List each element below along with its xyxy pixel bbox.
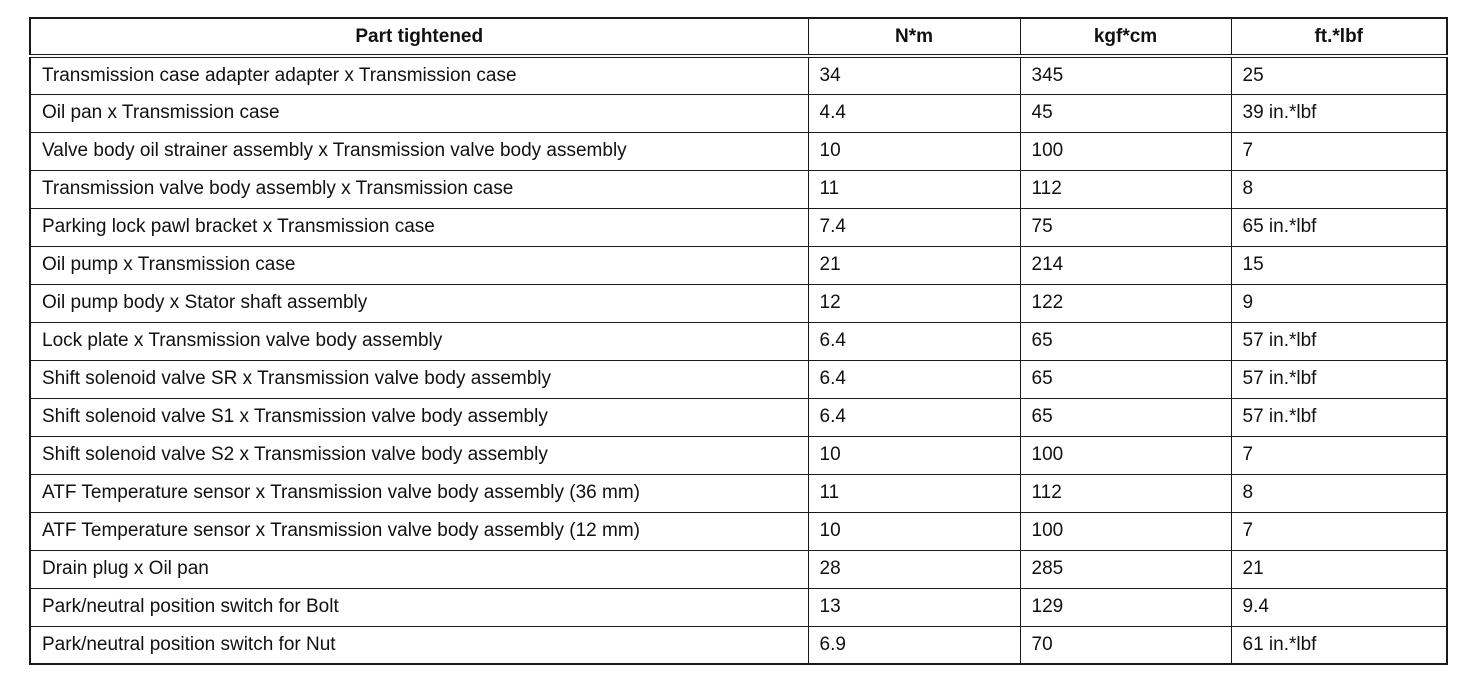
cell-kgf: 122 (1020, 284, 1231, 322)
cell-kgf: 100 (1020, 132, 1231, 170)
cell-nm: 10 (808, 512, 1020, 550)
table-row (30, 170, 1447, 208)
cell-nm: 12 (808, 284, 1020, 322)
cell-kgf: 345 (1020, 56, 1231, 94)
cell-kgf: 70 (1020, 626, 1231, 664)
table-row (30, 56, 1447, 94)
cell-nm: 10 (808, 132, 1020, 170)
cell-nm: 6.4 (808, 360, 1020, 398)
cell-ft: 9 (1231, 284, 1447, 322)
table-row (30, 398, 1447, 436)
cell-ft: 9.4 (1231, 588, 1447, 626)
column-header-kgf: kgf*cm (1020, 18, 1231, 56)
column-header-part: Part tightened (30, 18, 808, 56)
cell-ft: 61 in.*lbf (1231, 626, 1447, 664)
cell-ft: 15 (1231, 246, 1447, 284)
column-header-nm: N*m (808, 18, 1020, 56)
cell-kgf: 100 (1020, 512, 1231, 550)
cell-ft: 7 (1231, 512, 1447, 550)
cell-kgf: 129 (1020, 588, 1231, 626)
cell-kgf: 112 (1020, 474, 1231, 512)
cell-kgf: 112 (1020, 170, 1231, 208)
cell-nm: 11 (808, 474, 1020, 512)
table-row (30, 588, 1447, 626)
cell-ft: 7 (1231, 132, 1447, 170)
table-row (30, 474, 1447, 512)
table-row (30, 94, 1447, 132)
table-row (30, 132, 1447, 170)
cell-ft: 7 (1231, 436, 1447, 474)
cell-part: Oil pump body x Stator shaft assembly (30, 284, 808, 322)
table-row (30, 626, 1447, 664)
table-row (30, 208, 1447, 246)
cell-part: Drain plug x Oil pan (30, 550, 808, 588)
cell-nm: 28 (808, 550, 1020, 588)
cell-ft: 8 (1231, 170, 1447, 208)
table-row (30, 360, 1447, 398)
cell-part: Park/neutral position switch for Bolt (30, 588, 808, 626)
cell-part: Oil pan x Transmission case (30, 94, 808, 132)
table-row (30, 322, 1447, 360)
cell-part: ATF Temperature sensor x Transmission valve body assembly (12 mm) (30, 512, 808, 550)
cell-ft: 57 in.*lbf (1231, 360, 1447, 398)
cell-nm: 4.4 (808, 94, 1020, 132)
cell-ft: 65 in.*lbf (1231, 208, 1447, 246)
cell-part: Transmission case adapter adapter x Transmission case (30, 56, 808, 94)
table-row (30, 284, 1447, 322)
cell-part: Parking lock pawl bracket x Transmission case (30, 208, 808, 246)
cell-ft: 57 in.*lbf (1231, 322, 1447, 360)
cell-kgf: 45 (1020, 94, 1231, 132)
table-body (30, 56, 1447, 664)
cell-part: Oil pump x Transmission case (30, 246, 808, 284)
cell-nm: 6.4 (808, 398, 1020, 436)
cell-kgf: 214 (1020, 246, 1231, 284)
cell-nm: 34 (808, 56, 1020, 94)
cell-nm: 6.9 (808, 626, 1020, 664)
cell-nm: 11 (808, 170, 1020, 208)
cell-part: Shift solenoid valve S2 x Transmission valve body assembly (30, 436, 808, 474)
cell-ft: 25 (1231, 56, 1447, 94)
table-header (30, 18, 1447, 56)
table-row (30, 436, 1447, 474)
torque-spec-table (29, 17, 1448, 665)
cell-part: Shift solenoid valve SR x Transmission valve body assembly (30, 360, 808, 398)
cell-kgf: 100 (1020, 436, 1231, 474)
cell-part: Shift solenoid valve S1 x Transmission valve body assembly (30, 398, 808, 436)
cell-nm: 10 (808, 436, 1020, 474)
table-row (30, 246, 1447, 284)
table-row (30, 512, 1447, 550)
cell-kgf: 65 (1020, 322, 1231, 360)
cell-ft: 39 in.*lbf (1231, 94, 1447, 132)
cell-nm: 7.4 (808, 208, 1020, 246)
cell-part: Valve body oil strainer assembly x Transmission valve body assembly (30, 132, 808, 170)
cell-ft: 21 (1231, 550, 1447, 588)
cell-nm: 21 (808, 246, 1020, 284)
cell-part: Transmission valve body assembly x Transmission case (30, 170, 808, 208)
header-row (30, 18, 1447, 56)
cell-ft: 8 (1231, 474, 1447, 512)
cell-nm: 6.4 (808, 322, 1020, 360)
cell-kgf: 65 (1020, 398, 1231, 436)
table-row (30, 550, 1447, 588)
cell-part: Park/neutral position switch for Nut (30, 626, 808, 664)
cell-kgf: 75 (1020, 208, 1231, 246)
column-header-ft: ft.*lbf (1231, 18, 1447, 56)
cell-part: ATF Temperature sensor x Transmission valve body assembly (36 mm) (30, 474, 808, 512)
cell-kgf: 65 (1020, 360, 1231, 398)
cell-ft: 57 in.*lbf (1231, 398, 1447, 436)
cell-nm: 13 (808, 588, 1020, 626)
cell-kgf: 285 (1020, 550, 1231, 588)
cell-part: Lock plate x Transmission valve body assembly (30, 322, 808, 360)
